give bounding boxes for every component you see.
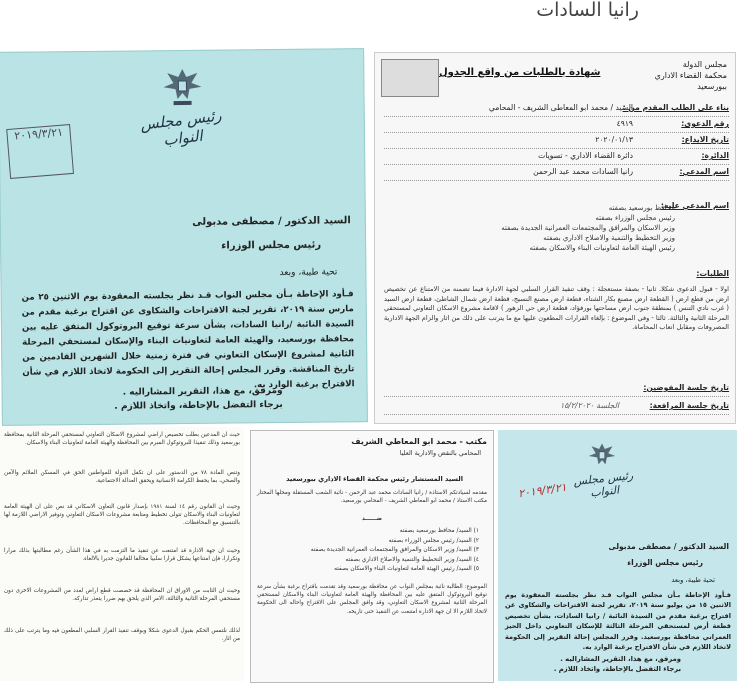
court-pleading-page: [0, 427, 244, 681]
memo-intro: مقدمه لسيادتكم الاستاذة / رانيا السادات محمد عبد الرحمن - نائبة الشعب المستقلة ومحلها المختار مكتب الاستاذ / محمد ابو المعاطي الشريف - المحامي بورسعيد.: [257, 490, 487, 505]
letter-body: فـأود الإحاطة بـأن مجلس النواب قـد نظر بجلسته المعقودة يوم الاثنين ٢٥ من مارس سنة ٢٠١٩، تقرير لجنة الاقتراحات والشكاوى عن اقتراح برغبة مقدم من السيدة النائبة /رانيا السادات، بشأن سرعة توقيع البروتوكول المتفق عليه بين محافظة بورسعيد، والهيئة العامة لتعاونيات البناء والإسكان لمستحقي المرحلة الثانية لمشروع الإسكان التعاوني في فترة زمنية خلال الشهرين القادمين من تاريخ المناقشة. وقرر المجلس إحالة التقرير إلى الحكومة لاتخاذ اللازم في شأن الاقتراح برغبة الوارد به.: [21, 289, 355, 391]
parliament-letter-large: [0, 48, 368, 426]
letter-closing: [114, 384, 283, 414]
defendant: وزير التخطيط والتنمية والاصلاح الاداري بصفته: [543, 234, 675, 242]
row-label: اسم المدعي عليه:: [660, 201, 729, 210]
caption-name: رانيا السادات: [536, 0, 639, 21]
row-value: الجلسة ١٥/٢/٢٠٢٠: [560, 401, 619, 410]
letter-closing: [554, 654, 681, 674]
row-value: السيد / محمد ابو المعاطى الشريف - المحامي: [488, 103, 633, 112]
row-label: اسم المدعي:: [679, 167, 729, 176]
row-value: دائرة القضاء الاداري - تسويات: [538, 151, 633, 160]
form-row: [384, 167, 729, 181]
commissioners-row: [384, 383, 729, 397]
memo-facts: الموضوع: الطالبة نائبة بمجلس النواب عن محافظة بورسعيد وقد تقدمت باقتراح برغبة بشأن سرعة توقيع البروتوكول المتفق عليه بين المحافظة والهيئة العامة لتعاونيات البناء والاسكان لمستحقي المرحلة الثانية لمشروع الاسكان التعاوني، وقد وافق المجلس على الاقتراح واحاله الى الحكومة لاتخاذ اللازم الا ان جهة الادارة امتنعت عن التنفيذ حتى تاريخه.: [257, 584, 487, 615]
paragraph: وتنص المادة ٧٨ من الدستور على ان تكفل الدولة للمواطنين الحق في المسكن الملائم والآمن والصحي، بما يحفظ الكرامة الانسانية ويحقق العدالة الاجتماعية.: [4, 470, 240, 485]
form-row: [384, 151, 729, 165]
greeting: تحية طيبة، وبعد: [671, 576, 715, 584]
requests-label-row: [384, 269, 729, 282]
court-header: [655, 59, 727, 92]
letter-body: فـأود الإحاطة بـأن مجلس النواب قـد نظر بجلسته المعقودة يوم الاثنين ١٥ من يوليو سنة ٢٠١٩، تقرير لجنة الاقتراحات والشكاوى عن اقتراح برغبة مقدم من السيدة النائبة / رانيا السادات، بشأن تخصيص قطعة أرض لمستحقي المرحلة الثالثة للإسكان التعاوني داخل الحيز العمراني محافظة بورسعيد. وقرر المجلس إحالة التقرير إلى الحكومة لاتخاذ اللازم في شأن الاقتراح برغبة الوارد به.: [505, 591, 731, 652]
requests-text: اولا - قبول الدعوى شكلا. ثانيا - بصفة مستعجلة : وقف تنفيذ القرار السلبي لجهة الادارة فيما تضمنه من الامتناع عن تخصيص ارض من قطع ارض ( القطعة ارض مصنع بكار الشتاء، قطعة ارض مصنع النسيج، قطعة ارض شمال الشاطئ، قطعة ارض السيد ( غرب نادي التنس ) بمنطقة جنوب ارض مساحتها بورفؤاد، قطعة ارض حي الزهور ) لاقامة مشروع الاسكان التعاوني لمستحقي المرحلة الثانية والثالثة. ثالثا - وفي الموضوع : بإلغاء القرارات المطعون عليها مع ما يترتب على ذلك من اثار والزام الجهة الادارية المصروفات ومقابل اتعاب المحاماة.: [384, 285, 729, 332]
row-value: ٤٩١٩: [616, 119, 633, 128]
row-label: تاريخ جلسة المرافعة:: [649, 401, 729, 410]
eagle-crest-icon: [159, 65, 205, 109]
form-row: [384, 119, 729, 133]
pleading-row: [384, 401, 729, 415]
office-name: مكتب - محمد ابو المعاطي الشريف: [351, 437, 487, 446]
office-subtitle: المحامي بالنقض والادارية العليا: [399, 449, 481, 457]
list-item: ٣) السيد/ وزير الاسكان والمرافق والمجتمعات العمرانية الجديدة بصفته: [310, 547, 479, 554]
header-line: مجلس الدولة: [682, 60, 727, 69]
parliament-letter-small: [498, 430, 737, 681]
row-label: تاريخ جلسة المفوضين:: [643, 383, 729, 392]
row-label: بناء على الطلب المقدم من :: [622, 103, 729, 112]
eagle-crest-icon: [586, 440, 618, 472]
paragraph: وحيث ان القانون رقم ١٤ لسنة ١٩٨١ بإصدار قانون التعاون الاسكاني قد نص على ان الهيئة العامة لتعاونيات البناء والاسكان تتولى تخطيط ومتابعة مشروعات الاسكان التعاوني وتوفير الاراضي اللازمة لها بالتنسيق مع المحافظات.: [4, 504, 241, 527]
parliament-seal: رئيس مجلس النواب: [572, 468, 634, 500]
paragraph: حيث ان المدعين بطلب تخصيص اراضي لمشروع الاسكان التعاوني لمستحقي المرحلة الثانية بمحافظة بورسعيد وذلك تنفيذا للبروتوكول المبرم بين المحافظة والهيئة العامة لتعاونيات البناء والاسكان.: [4, 432, 240, 447]
paragraph: وحيث ان الثابت من الاوراق ان المحافظة قد خصصت قطع اراض لعدد من المشروعات الاخرى دون مستحقي المرحلة الثانية والثالثة، الامر الذي يلحق بهم ضررا يتعذر تداركه.: [4, 588, 240, 603]
addressee-title: رئيس مجلس الوزراء: [221, 239, 322, 252]
closing-line-2: برجاء التفضل بالإحاطة، واتخاذ اللازم .: [114, 399, 283, 412]
row-value: ٢٠٢٠/٠١/١٣: [595, 135, 633, 144]
row-label: الطلبات:: [696, 269, 729, 278]
parliament-seal: رئيس مجلس النواب: [139, 106, 223, 150]
list-item: ١) السيد/ محافظ بورسعيد بصفته: [399, 528, 479, 534]
row-value: رانيا السادات محمد عبد الرحمن: [533, 167, 633, 176]
form-row: [384, 103, 729, 117]
greeting: تحية طيبة، وبعد: [279, 267, 338, 278]
header-line: محكمة القضاء الاداري: [654, 71, 727, 80]
court-certificate: [374, 52, 736, 424]
defendant: رئيس الهيئة العامة لتعاونيات البناء والاسكان بصفته: [529, 244, 675, 252]
list-item: ٢) السيد/ رئيس مجلس الوزراء بصفته: [388, 537, 479, 544]
respondents-list: [311, 527, 479, 575]
addressee: السيد الدكتور / مصطفى مدبولى: [608, 542, 729, 551]
addressee-title: رئيس مجلس الوزراء: [627, 558, 703, 567]
form-row: [384, 135, 729, 149]
defendant: وزير الاسكان والمرافق والمجتمعات العمرانية الجديدة بصفته: [501, 224, 675, 232]
date-stamp: ٢٠١٩/٣/٢١: [517, 480, 568, 501]
defendant: محافظ بورسعيد بصفته: [608, 204, 675, 212]
court-logo: [381, 59, 439, 97]
certificate-title: شهادة بالطلبات من واقع الجدول: [439, 67, 601, 78]
paragraph: لذلك نلتمس الحكم بقبول الدعوى شكلا وبوقف تنفيذ القرار السلبي المطعون فيه وما يترتب على ذلك من اثار.: [4, 628, 240, 643]
addressee: السيد الدكتور / مصطفى مدبولى: [192, 215, 351, 228]
memo-against: ضــــــد: [361, 516, 383, 522]
list-item: ٤) السيد/ وزير التخطيط والتنمية والاصلاح الاداري بصفته: [345, 556, 479, 563]
closing-line-2: برجاء التفضل بالإحاطة، واتخاذ اللازم .: [553, 665, 681, 673]
law-office-memo: [250, 430, 494, 683]
caption: [536, 0, 639, 21]
closing-line-1: ومرفق، مع هذا، التقرير المشاراليه .: [560, 655, 681, 663]
row-label: الدائرة:: [701, 151, 729, 160]
header-line: ببورسعيد: [697, 82, 727, 91]
closing-line-1: ومرفق، مع هذا، التقرير المشاراليه .: [122, 385, 283, 398]
date-stamp: ٢٠١٩/٣/٢١: [6, 124, 74, 179]
row-label: تاريخ الايداع:: [681, 135, 729, 144]
defendants-list: [501, 203, 675, 253]
list-item: ٥) السيد/ رئيس الهيئة العامة لتعاونيات البناء والاسكان بصفته: [334, 566, 479, 573]
paragraph: وحيث ان جهة الادارة قد امتنعت عن تنفيذ ما التزمت به في هذا الشأن رغم مطالبتها بذلك مرارا وتكرارا، فإن امتناعها يشكل قرارا سلبيا مخالفا للقانون جديرا بالالغاء.: [4, 548, 240, 563]
memo-addressee: السيد المستشار رئيس محكمة القضاء الاداري ببورسعيد: [286, 475, 463, 483]
defendant: رئيس مجلس الوزراء بصفته: [595, 214, 675, 222]
row-label: رقم الدعوى:: [681, 119, 729, 128]
